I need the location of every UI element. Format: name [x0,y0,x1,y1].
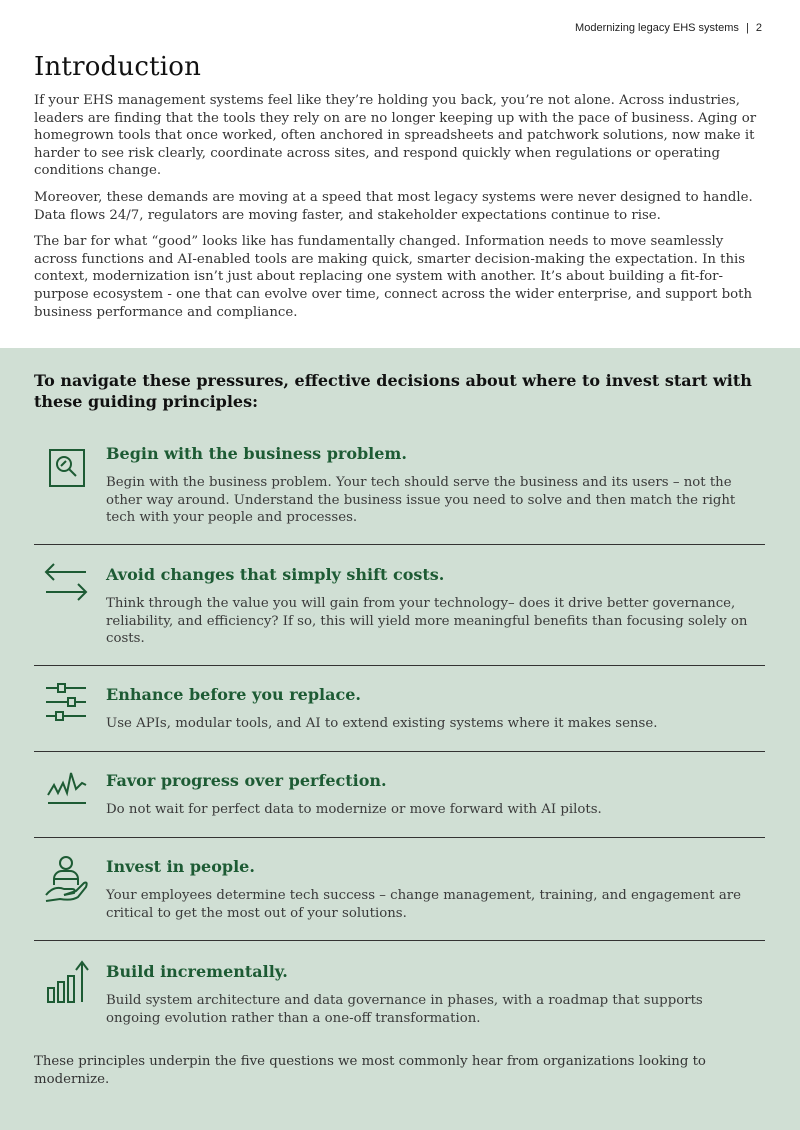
principle-item [34,940,765,1040]
principle-item [34,436,765,545]
principles-lead: To navigate these pressures, effective decisions about where to invest start with these guiding principles: [34,371,752,411]
principle-item [34,665,765,752]
principle-item [34,751,765,838]
intro-paragraph: If your EHS management systems feel like they’re holding you back, you’re not alone. Across industries, leaders are finding that the tools they rely on are no longer keeping up with the pace of business. Aging or homegrown tools that once worked, often anchored in spreadsheets and patchwork solutions, now make it harder to see risk clearly, coordinate across sites, and respond quickly when regulations or operating conditions change. [34,93,757,179]
principle-body: Do not wait for perfect data to modernize or move forward with AI pilots. [106,802,602,817]
pulse-line-icon [42,769,90,817]
principle-title: Begin with the business problem. [106,444,407,463]
principle-title: Enhance before you replace. [106,685,361,704]
principle-title: Invest in people. [106,857,255,876]
growth-bars-icon [42,958,90,1006]
swap-arrows-icon [42,558,90,606]
principle-body: Think through the value you will gain from your technology– does it drive better governance, reliability, and efficiency? If so, this will yield more meaningful benefits than focusing solely on costs. [106,596,748,647]
header-separator: | [745,22,749,34]
principle-item [34,544,765,666]
running-title: Modernizing legacy EHS systems [575,22,739,34]
page-number: 2 [755,22,762,34]
intro-section [34,92,769,330]
principle-item [34,837,765,941]
sliders-icon [42,680,90,728]
principle-body: Use APIs, modular tools, and AI to extend existing systems where it makes sense. [106,716,658,731]
principle-title: Favor progress over perfection. [106,771,387,790]
running-header [575,22,762,34]
principle-body: Build system architecture and data governance in phases, with a roadmap that supports ongoing evolution rather than a one-off transformation. [106,993,703,1026]
person-hand-icon [42,855,90,903]
principle-body: Begin with the business problem. Your tech should serve the business and its users – not the other way around. Understand the business issue you need to solve and then match the right tech with your people and processes. [106,475,736,526]
principle-title: Avoid changes that simply shift costs. [106,565,445,584]
principles-panel [0,348,800,1130]
page-title: Introduction [34,52,202,82]
magnifier-document-icon [42,444,90,492]
principle-title: Build incrementally. [106,962,288,981]
intro-paragraph: The bar for what “good” looks like has fundamentally changed. Information needs to move seamlessly across functions and AI-enabled tools are making quick, smarter decision-making the expectation. In this context, modernization isn’t just about replacing one system with another. It’s about building a fit-for-purpose ecosystem - one that can evolve over time, connect across the wider enterprise, and support both business performance and compliance. [34,234,753,320]
principle-body: Your employees determine tech success – change management, training, and engagement are critical to get the most out of your solutions. [106,888,741,921]
intro-paragraph: Moreover, these demands are moving at a speed that most legacy systems were never designed to handle. Data flows 24/7, regulators are moving faster, and stakeholder expectations continue to rise. [34,189,753,223]
closing-paragraph: These principles underpin the five questions we most commonly hear from organizations looking to modernize. [34,1054,706,1087]
